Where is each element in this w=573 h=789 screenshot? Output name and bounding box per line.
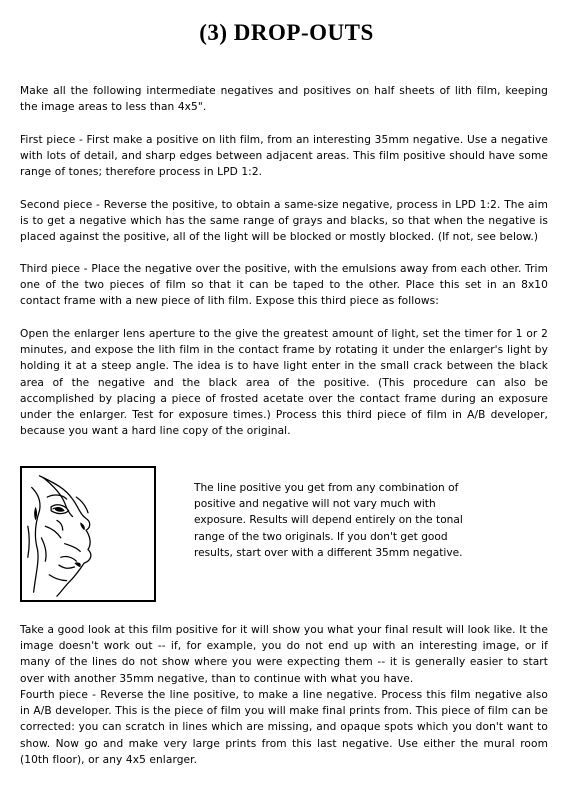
intro-paragraph: Make all the following intermediate negatives and positives on half sheets of lith film, keeping the image areas to less than 4x5".: [20, 85, 548, 114]
fourth-piece-paragraph: Fourth piece - Reverse the line positive, to make a line negative. Process this film negative also in A/B developer. This is the piece of film you will make final prints from. This piece of film can be corrected: you can scratch in lines which are missing, and opaque spots which you don't want to show. Now go and make very large prints from this last negative. Use either the mural room (10th floor), or any 4x5 enlarger.: [20, 689, 548, 766]
third-piece-paragraph: Third piece - Place the negative over the positive, with the emulsions away from each other. Trim one of the two pieces of film so that it can be taped to the other. Place this set in an 8x10 contact frame with a new piece of lith film. Expose this third piece as follows:: [20, 263, 548, 308]
illustration-caption: The line positive you get from any combination of positive and negative will not vary much with exposure. Results will depend entirely on the tonal range of the two originals. If you don't get good results, start over with a different 35mm negative.: [194, 482, 463, 559]
exposure-procedure-paragraph: Open the enlarger lens aperture to the give the greatest amount of light, set the timer for 1 or 2 minutes, and expose the lith film in the contact frame by rotating it under the enlarger's light by holding it at a steep angle. The idea is to have light enter in the small crack between the black area of the negative and the black area of the positive. (This procedure can also be accomplished by placing a piece of frosted acetate over the contact frame during an exposure under the enlarger. Test for exposure times.) Process this third piece of film in A/B developer, because you want a hard line copy of the original.: [20, 328, 548, 438]
line-positive-illustration: [20, 466, 156, 602]
face-line-drawing: [22, 468, 154, 600]
page-title: (3) DROP-OUTS: [199, 20, 374, 45]
first-piece-paragraph: First piece - First make a positive on lith film, from an interesting 35mm negative. Use a negative with lots of detail, and sharp edges between adjacent areas. This film positive should have some range of tones; therefore process in LPD 1:2.: [20, 134, 548, 179]
evaluation-paragraph: Take a good look at this film positive for it will show you what your final result will look like. It the image doesn't work out -- if, for example, you do not end up with an interesting image, or if many of the lines do not show where you were expecting them -- it is generally easier to start over with another 35mm negative, than to continue with what you have.: [20, 624, 548, 685]
second-piece-paragraph: Second piece - Reverse the positive, to obtain a same-size negative, process in LPD 1:2. The aim is to get a negative which has the same range of grays and blacks, so that when the negative is placed against the positive, all of the light will be blocked or mostly blocked. (If not, see below.): [20, 199, 548, 244]
